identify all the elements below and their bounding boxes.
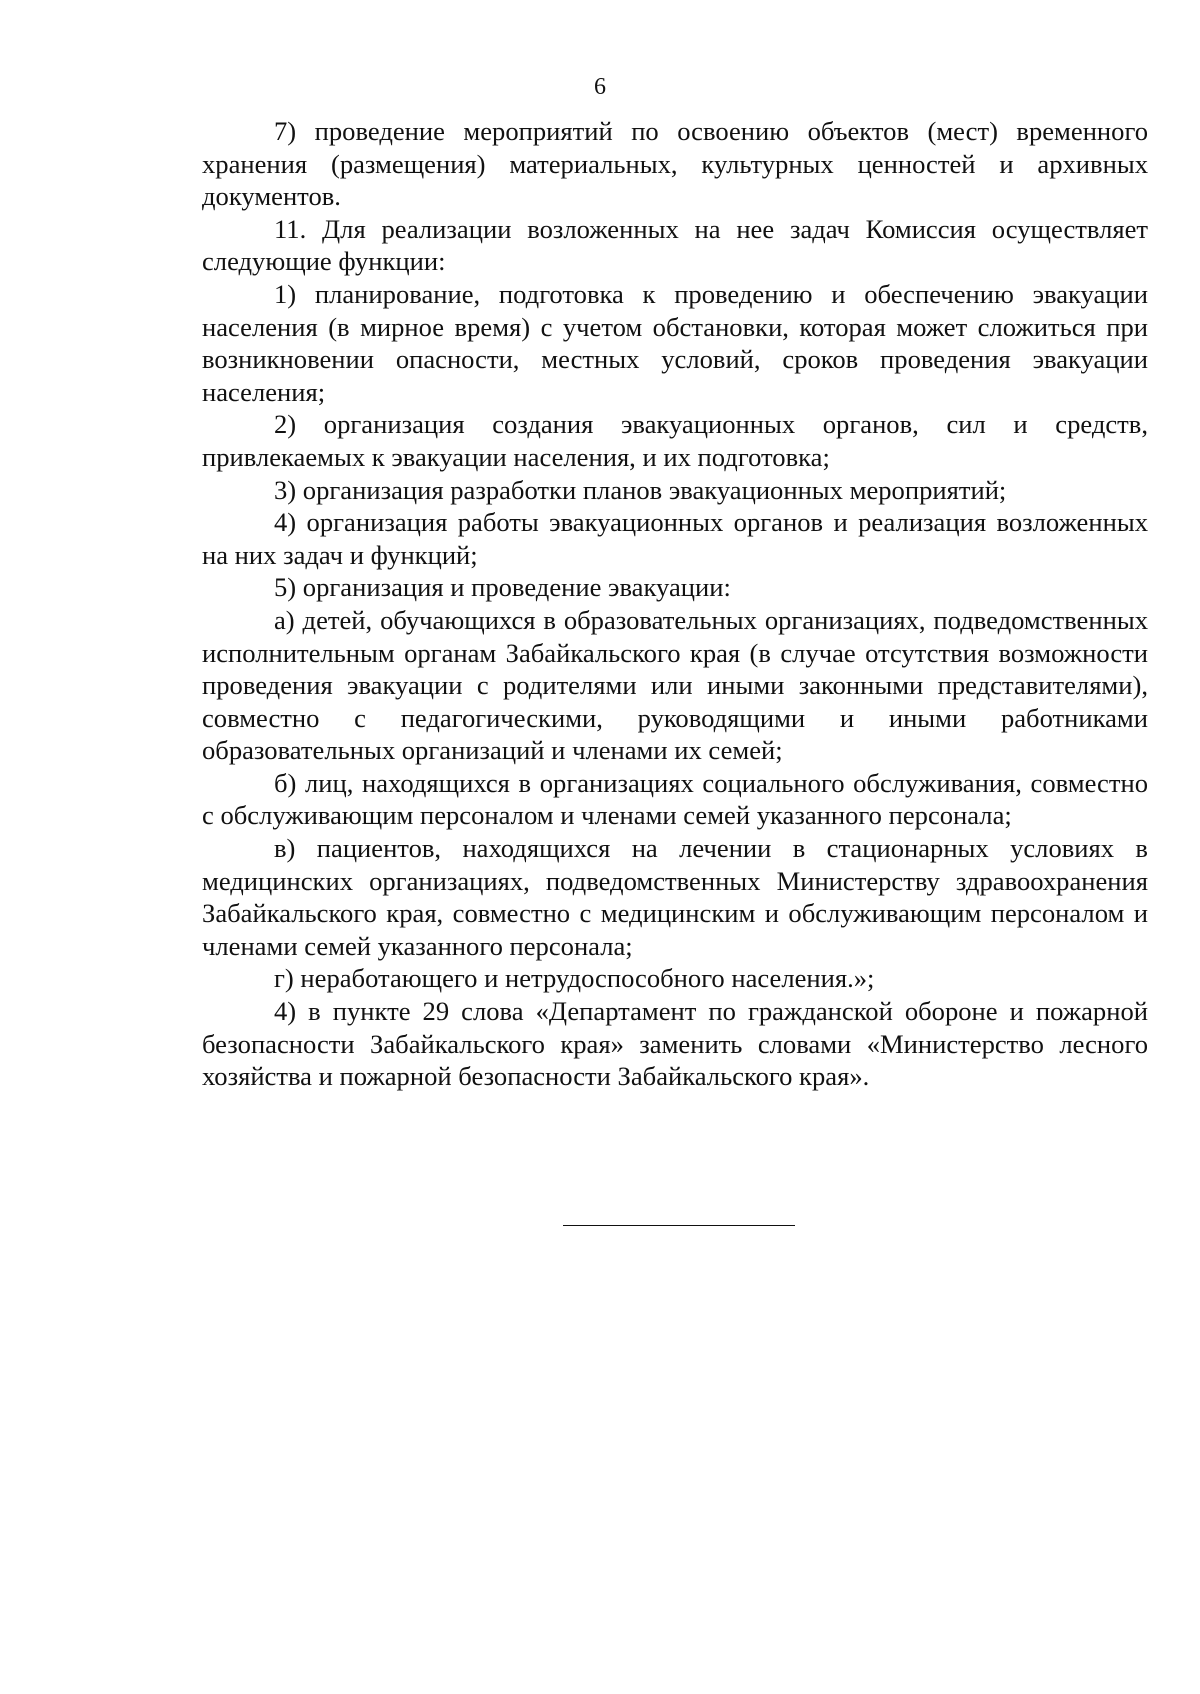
paragraph-subitem-v: в) пациентов, находящихся на лечении в стационарных условиях в медицинских организациях, подведомственных Министерству здравоохранения Забайкальского края, совместно с медицинским и обслуживающим персоналом и членами семей указанного персонала; [202, 833, 1148, 961]
paragraph-subitem-g: г) неработающего и нетрудоспособного населения.»; [274, 963, 875, 994]
paragraph-clause-11: 11. Для реализации возложенных на нее задач Комиссия осуществляет следующие функции: [202, 213, 1148, 277]
document-body [202, 115, 1148, 1093]
paragraph-subitem-a: а) детей, обучающихся в образовательных организациях, подведомственных исполнительным органам Забайкальского края (в случае отсутствия возможности проведения эвакуации с родителями или иными законными представителями), совместно с педагогическими, руководящими и иными работниками образовательных организаций и членами их семей; [202, 604, 1148, 766]
paragraph-function-2: 2) организация создания эвакуационных органов, сил и средств, привлекаемых к эвакуации населения, и их подготовка; [202, 409, 1148, 472]
paragraph-amendment-4: 4) в пункте 29 слова «Департамент по гражданской обороне и пожарной безопасности Забайкальского края» заменить словами «Министерство лесного хозяйства и пожарной безопасности Забайкальского края». [202, 996, 1148, 1092]
paragraph-item-7: 7) проведение мероприятий по освоению объектов (мест) временного хранения (размещения) материальных, культурных ценностей и архивных документов. [202, 116, 1148, 212]
paragraph-function-4: 4) организация работы эвакуационных органов и реализация возложенных на них задач и функций; [202, 507, 1148, 570]
paragraph-function-5: 5) организация и проведение эвакуации: [274, 572, 731, 603]
page-number: 6 [594, 74, 606, 100]
paragraph-function-1: 1) планирование, подготовка к проведению и обеспечению эвакуации населения (в мирное время) с учетом обстановки, которая может сложиться при возникновении опасности, местных условий, сроков проведения эвакуации населения; [202, 278, 1148, 407]
closing-divider-line [563, 1225, 795, 1226]
paragraph-subitem-b: б) лиц, находящихся в организациях социального обслуживания, совместно с обслуживающим персоналом и членами семей указанного персонала; [202, 767, 1148, 831]
paragraph-function-3: 3) организация разработки планов эвакуационных мероприятий; [274, 474, 1007, 505]
